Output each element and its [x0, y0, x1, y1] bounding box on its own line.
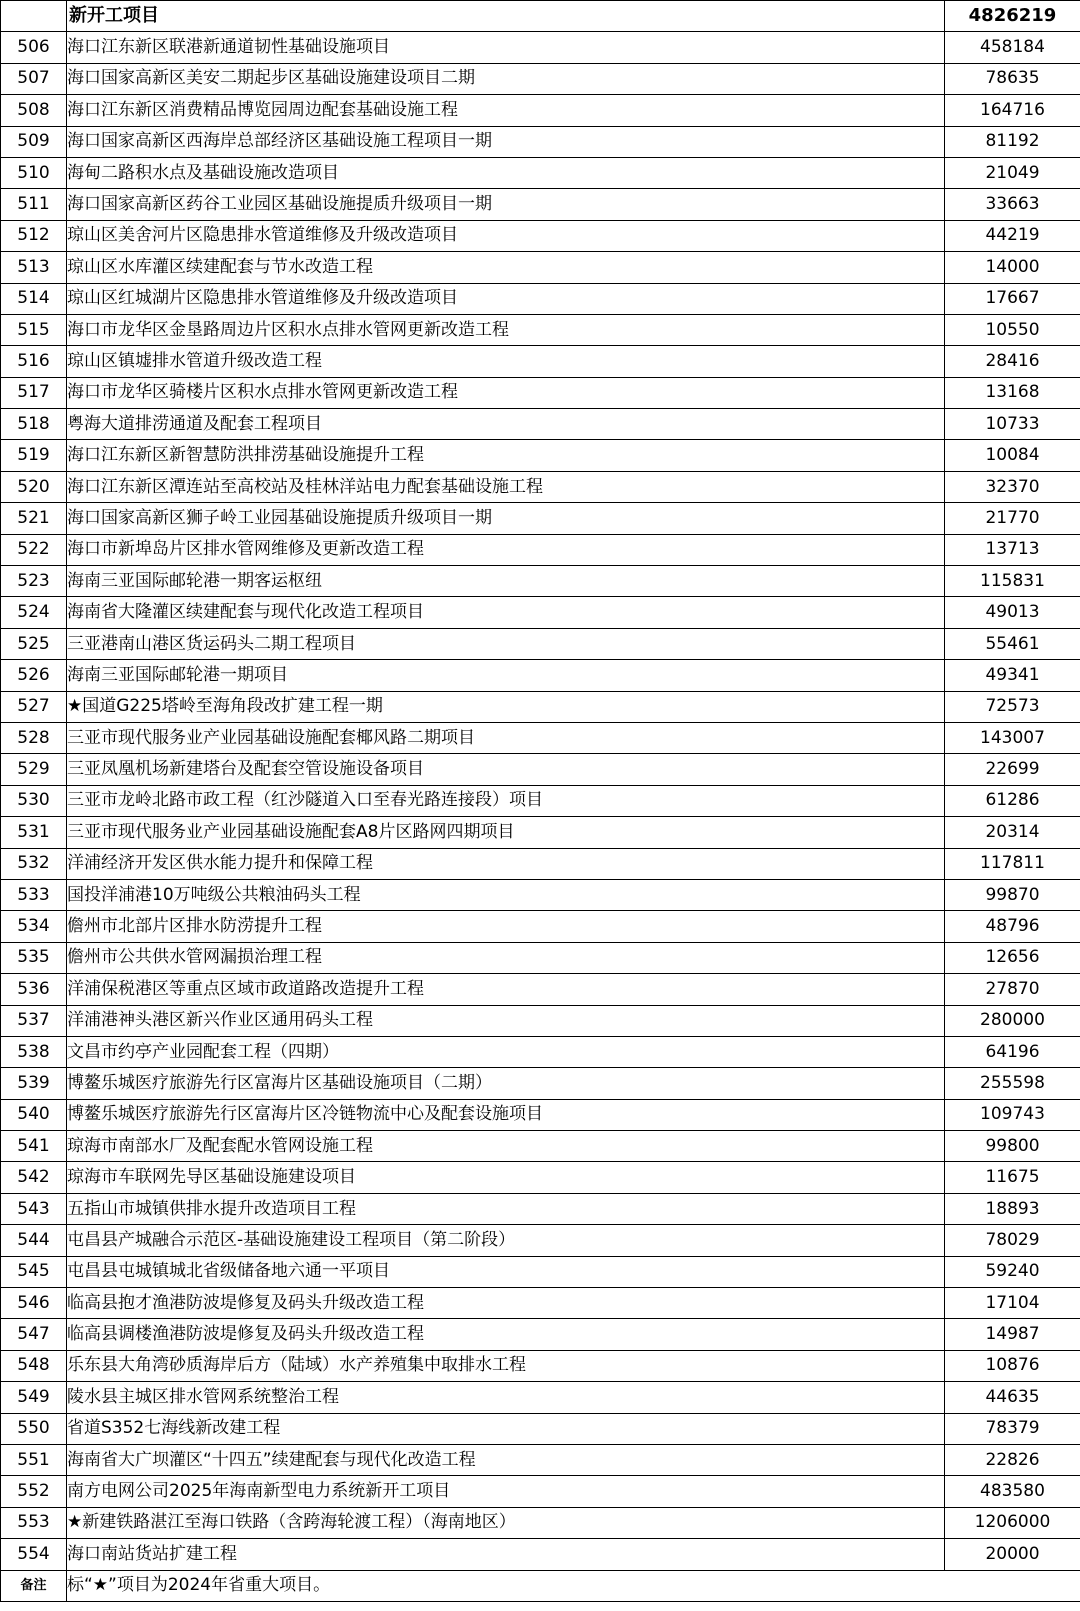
row-amount-cell: 99870	[945, 879, 1080, 910]
table-row	[1, 1099, 1080, 1130]
row-amount-cell: 13713	[945, 534, 1080, 565]
table-row	[1, 63, 1080, 94]
row-number-cell: 539	[1, 1068, 67, 1099]
table-row	[1, 848, 1080, 879]
header-row	[1, 1, 1080, 32]
row-number-cell: 506	[1, 32, 67, 63]
row-amount-cell: 280000	[945, 1005, 1080, 1036]
table-row	[1, 409, 1080, 440]
table-row	[1, 1319, 1080, 1350]
table-row	[1, 534, 1080, 565]
table-row	[1, 1444, 1080, 1475]
header-category-cell: 新开工项目	[67, 1, 945, 32]
row-project-name-cell: 海南三亚国际邮轮港一期项目	[67, 660, 945, 691]
row-amount-cell: 117811	[945, 848, 1080, 879]
row-amount-cell: 49341	[945, 660, 1080, 691]
table-row	[1, 722, 1080, 753]
row-amount-cell: 12656	[945, 942, 1080, 973]
row-number-cell: 509	[1, 126, 67, 157]
table-row	[1, 1476, 1080, 1507]
row-amount-cell: 164716	[945, 95, 1080, 126]
row-number-cell: 532	[1, 848, 67, 879]
row-project-name-cell: 琼山区镇墟排水管道升级改造工程	[67, 346, 945, 377]
row-project-name-cell: 三亚港南山港区货运码头二期工程项目	[67, 628, 945, 659]
row-amount-cell: 33663	[945, 189, 1080, 220]
row-amount-cell: 17104	[945, 1288, 1080, 1319]
row-amount-cell: 61286	[945, 785, 1080, 816]
row-project-name-cell: 海口国家高新区美安二期起步区基础设施建设项目二期	[67, 63, 945, 94]
row-number-cell: 537	[1, 1005, 67, 1036]
row-project-name-cell: 海口国家高新区药谷工业园区基础设施提质升级项目一期	[67, 189, 945, 220]
row-project-name-cell: 博鳌乐城医疗旅游先行区富海片区冷链物流中心及配套设施项目	[67, 1099, 945, 1130]
row-project-name-cell: 海口国家高新区西海岸总部经济区基础设施工程项目一期	[67, 126, 945, 157]
table-row	[1, 471, 1080, 502]
table-row	[1, 1162, 1080, 1193]
row-project-name-cell: 乐东县大角湾砂质海岸后方（陆域）水产养殖集中取排水工程	[67, 1350, 945, 1381]
row-number-cell: 547	[1, 1319, 67, 1350]
table-row	[1, 691, 1080, 722]
row-amount-cell: 11675	[945, 1162, 1080, 1193]
row-number-cell: 549	[1, 1382, 67, 1413]
row-number-cell: 543	[1, 1193, 67, 1224]
row-project-name-cell: 粤海大道排涝通道及配套工程项目	[67, 409, 945, 440]
row-number-cell: 552	[1, 1476, 67, 1507]
table-row	[1, 1413, 1080, 1444]
table-row	[1, 1507, 1080, 1538]
table-row	[1, 503, 1080, 534]
row-number-cell: 529	[1, 754, 67, 785]
row-project-name-cell: 海南三亚国际邮轮港一期客运枢纽	[67, 566, 945, 597]
row-amount-cell: 72573	[945, 691, 1080, 722]
row-project-name-cell: 洋浦经济开发区供水能力提升和保障工程	[67, 848, 945, 879]
row-number-cell: 536	[1, 974, 67, 1005]
table-row	[1, 314, 1080, 345]
row-amount-cell: 78029	[945, 1225, 1080, 1256]
row-project-name-cell: 海口南站货站扩建工程	[67, 1539, 945, 1570]
row-number-cell: 551	[1, 1444, 67, 1475]
table-row	[1, 1539, 1080, 1570]
footer-note-cell: 标“★”项目为2024年省重大项目。	[67, 1570, 1080, 1601]
row-project-name-cell: 三亚市现代服务业产业园基础设施配套A8片区路网四期项目	[67, 817, 945, 848]
row-number-cell: 541	[1, 1131, 67, 1162]
row-number-cell: 545	[1, 1256, 67, 1287]
table-row	[1, 754, 1080, 785]
row-number-cell: 515	[1, 314, 67, 345]
row-amount-cell: 10733	[945, 409, 1080, 440]
row-number-cell: 524	[1, 597, 67, 628]
row-amount-cell: 28416	[945, 346, 1080, 377]
table-row	[1, 1036, 1080, 1067]
table-row	[1, 566, 1080, 597]
project-table-body	[1, 1, 1080, 1602]
row-amount-cell: 81192	[945, 126, 1080, 157]
row-amount-cell: 21770	[945, 503, 1080, 534]
row-project-name-cell: 省道S352七海线新改建工程	[67, 1413, 945, 1444]
table-row	[1, 1131, 1080, 1162]
row-project-name-cell: 儋州市北部片区排水防涝提升工程	[67, 911, 945, 942]
row-amount-cell: 55461	[945, 628, 1080, 659]
row-project-name-cell: 南方电网公司2025年海南新型电力系统新开工项目	[67, 1476, 945, 1507]
row-number-cell: 538	[1, 1036, 67, 1067]
row-project-name-cell: 海南省大隆灌区续建配套与现代化改造工程项目	[67, 597, 945, 628]
row-project-name-cell: 三亚市龙岭北路市政工程（红沙隧道入口至春光路连接段）项目	[67, 785, 945, 816]
row-project-name-cell: 国投洋浦港10万吨级公共粮油码头工程	[67, 879, 945, 910]
table-row	[1, 974, 1080, 1005]
row-number-cell: 546	[1, 1288, 67, 1319]
row-project-name-cell: 海口国家高新区狮子岭工业园基础设施提质升级项目一期	[67, 503, 945, 534]
row-project-name-cell: 临高县调楼渔港防波堤修复及码头升级改造工程	[67, 1319, 945, 1350]
row-project-name-cell: 海口江东新区联港新通道韧性基础设施项目	[67, 32, 945, 63]
row-project-name-cell: 海口江东新区新智慧防洪排涝基础设施提升工程	[67, 440, 945, 471]
table-row	[1, 628, 1080, 659]
row-amount-cell: 22699	[945, 754, 1080, 785]
row-amount-cell: 48796	[945, 911, 1080, 942]
row-amount-cell: 10876	[945, 1350, 1080, 1381]
row-project-name-cell: 琼山区美舍河片区隐患排水管道维修及升级改造项目	[67, 220, 945, 251]
row-amount-cell: 78379	[945, 1413, 1080, 1444]
table-row	[1, 189, 1080, 220]
footer-row	[1, 1570, 1080, 1601]
header-number-cell	[1, 1, 67, 32]
row-amount-cell: 483580	[945, 1476, 1080, 1507]
row-number-cell: 542	[1, 1162, 67, 1193]
row-project-name-cell: 海甸二路积水点及基础设施改造项目	[67, 157, 945, 188]
row-amount-cell: 44635	[945, 1382, 1080, 1413]
row-project-name-cell: 洋浦保税港区等重点区域市政道路改造提升工程	[67, 974, 945, 1005]
row-amount-cell: 44219	[945, 220, 1080, 251]
row-amount-cell: 1206000	[945, 1507, 1080, 1538]
row-amount-cell: 10550	[945, 314, 1080, 345]
table-row	[1, 1256, 1080, 1287]
row-number-cell: 522	[1, 534, 67, 565]
row-amount-cell: 109743	[945, 1099, 1080, 1130]
row-project-name-cell: 琼山区红城湖片区隐患排水管道维修及升级改造项目	[67, 283, 945, 314]
row-amount-cell: 32370	[945, 471, 1080, 502]
row-number-cell: 525	[1, 628, 67, 659]
row-amount-cell: 59240	[945, 1256, 1080, 1287]
row-project-name-cell: 陵水县主城区排水管网系统整治工程	[67, 1382, 945, 1413]
row-amount-cell: 49013	[945, 597, 1080, 628]
row-number-cell: 512	[1, 220, 67, 251]
row-number-cell: 513	[1, 252, 67, 283]
table-row	[1, 785, 1080, 816]
row-number-cell: 553	[1, 1507, 67, 1538]
row-project-name-cell: 屯昌县屯城镇城北省级储备地六通一平项目	[67, 1256, 945, 1287]
table-row	[1, 1225, 1080, 1256]
table-row	[1, 1193, 1080, 1224]
table-row	[1, 1005, 1080, 1036]
table-row	[1, 95, 1080, 126]
row-project-name-cell: 海口市龙华区骑楼片区积水点排水管网更新改造工程	[67, 377, 945, 408]
row-project-name-cell: 海南省大广坝灌区“十四五”续建配套与现代化改造工程	[67, 1444, 945, 1475]
row-amount-cell: 458184	[945, 32, 1080, 63]
row-number-cell: 519	[1, 440, 67, 471]
row-number-cell: 554	[1, 1539, 67, 1570]
row-number-cell: 508	[1, 95, 67, 126]
table-row	[1, 1382, 1080, 1413]
row-amount-cell: 115831	[945, 566, 1080, 597]
row-amount-cell: 99800	[945, 1131, 1080, 1162]
row-number-cell: 534	[1, 911, 67, 942]
row-number-cell: 518	[1, 409, 67, 440]
row-number-cell: 517	[1, 377, 67, 408]
table-row	[1, 817, 1080, 848]
table-row	[1, 911, 1080, 942]
row-amount-cell: 21049	[945, 157, 1080, 188]
table-row	[1, 597, 1080, 628]
row-number-cell: 516	[1, 346, 67, 377]
row-number-cell: 526	[1, 660, 67, 691]
row-project-name-cell: 文昌市约亭产业园配套工程（四期）	[67, 1036, 945, 1067]
row-number-cell: 510	[1, 157, 67, 188]
row-project-name-cell: 屯昌县产城融合示范区-基础设施建设工程项目（第二阶段）	[67, 1225, 945, 1256]
table-row	[1, 660, 1080, 691]
row-project-name-cell: 三亚市现代服务业产业园基础设施配套椰风路二期项目	[67, 722, 945, 753]
row-project-name-cell: 海口江东新区潭连站至高校站及桂林洋站电力配套基础设施工程	[67, 471, 945, 502]
row-project-name-cell: ★新建铁路湛江至海口铁路（含跨海轮渡工程）（海南地区）	[67, 1507, 945, 1538]
row-number-cell: 531	[1, 817, 67, 848]
row-amount-cell: 20314	[945, 817, 1080, 848]
row-project-name-cell: 海口市龙华区金垦路周边片区积水点排水管网更新改造工程	[67, 314, 945, 345]
row-number-cell: 535	[1, 942, 67, 973]
row-number-cell: 533	[1, 879, 67, 910]
table-row	[1, 157, 1080, 188]
row-amount-cell: 20000	[945, 1539, 1080, 1570]
row-amount-cell: 64196	[945, 1036, 1080, 1067]
row-project-name-cell: ★国道G225塔岭至海角段改扩建工程一期	[67, 691, 945, 722]
row-number-cell: 521	[1, 503, 67, 534]
row-amount-cell: 13168	[945, 377, 1080, 408]
row-project-name-cell: 三亚凤凰机场新建塔台及配套空管设施设备项目	[67, 754, 945, 785]
row-amount-cell: 14987	[945, 1319, 1080, 1350]
row-amount-cell: 27870	[945, 974, 1080, 1005]
row-number-cell: 544	[1, 1225, 67, 1256]
table-row	[1, 942, 1080, 973]
row-project-name-cell: 儋州市公共供水管网漏损治理工程	[67, 942, 945, 973]
row-number-cell: 507	[1, 63, 67, 94]
row-amount-cell: 18893	[945, 1193, 1080, 1224]
row-project-name-cell: 临高县抱才渔港防波堤修复及码头升级改造工程	[67, 1288, 945, 1319]
row-number-cell: 511	[1, 189, 67, 220]
table-row	[1, 1288, 1080, 1319]
row-amount-cell: 14000	[945, 252, 1080, 283]
row-number-cell: 520	[1, 471, 67, 502]
table-row	[1, 1068, 1080, 1099]
row-project-name-cell: 洋浦港神头港区新兴作业区通用码头工程	[67, 1005, 945, 1036]
row-project-name-cell: 五指山市城镇供排水提升改造项目工程	[67, 1193, 945, 1224]
row-project-name-cell: 海口市新埠岛片区排水管网维修及更新改造工程	[67, 534, 945, 565]
table-row	[1, 126, 1080, 157]
row-number-cell: 550	[1, 1413, 67, 1444]
row-amount-cell: 17667	[945, 283, 1080, 314]
table-row	[1, 879, 1080, 910]
table-row	[1, 377, 1080, 408]
row-number-cell: 528	[1, 722, 67, 753]
table-row	[1, 440, 1080, 471]
table-row	[1, 283, 1080, 314]
row-number-cell: 523	[1, 566, 67, 597]
table-row	[1, 252, 1080, 283]
row-number-cell: 527	[1, 691, 67, 722]
row-project-name-cell: 博鳌乐城医疗旅游先行区富海片区基础设施项目（二期）	[67, 1068, 945, 1099]
header-total-cell: 4826219	[945, 1, 1080, 32]
table-row	[1, 1350, 1080, 1381]
table-row	[1, 32, 1080, 63]
row-amount-cell: 78635	[945, 63, 1080, 94]
row-project-name-cell: 海口江东新区消费精品博览园周边配套基础设施工程	[67, 95, 945, 126]
row-project-name-cell: 琼海市南部水厂及配套配水管网设施工程	[67, 1131, 945, 1162]
row-project-name-cell: 琼山区水库灌区续建配套与节水改造工程	[67, 252, 945, 283]
row-project-name-cell: 琼海市车联网先导区基础设施建设项目	[67, 1162, 945, 1193]
table-row	[1, 346, 1080, 377]
table-row	[1, 220, 1080, 251]
footer-label-cell: 备注	[1, 1570, 67, 1601]
row-amount-cell: 255598	[945, 1068, 1080, 1099]
row-number-cell: 548	[1, 1350, 67, 1381]
row-amount-cell: 10084	[945, 440, 1080, 471]
row-number-cell: 530	[1, 785, 67, 816]
row-number-cell: 540	[1, 1099, 67, 1130]
row-number-cell: 514	[1, 283, 67, 314]
row-amount-cell: 22826	[945, 1444, 1080, 1475]
row-amount-cell: 143007	[945, 722, 1080, 753]
